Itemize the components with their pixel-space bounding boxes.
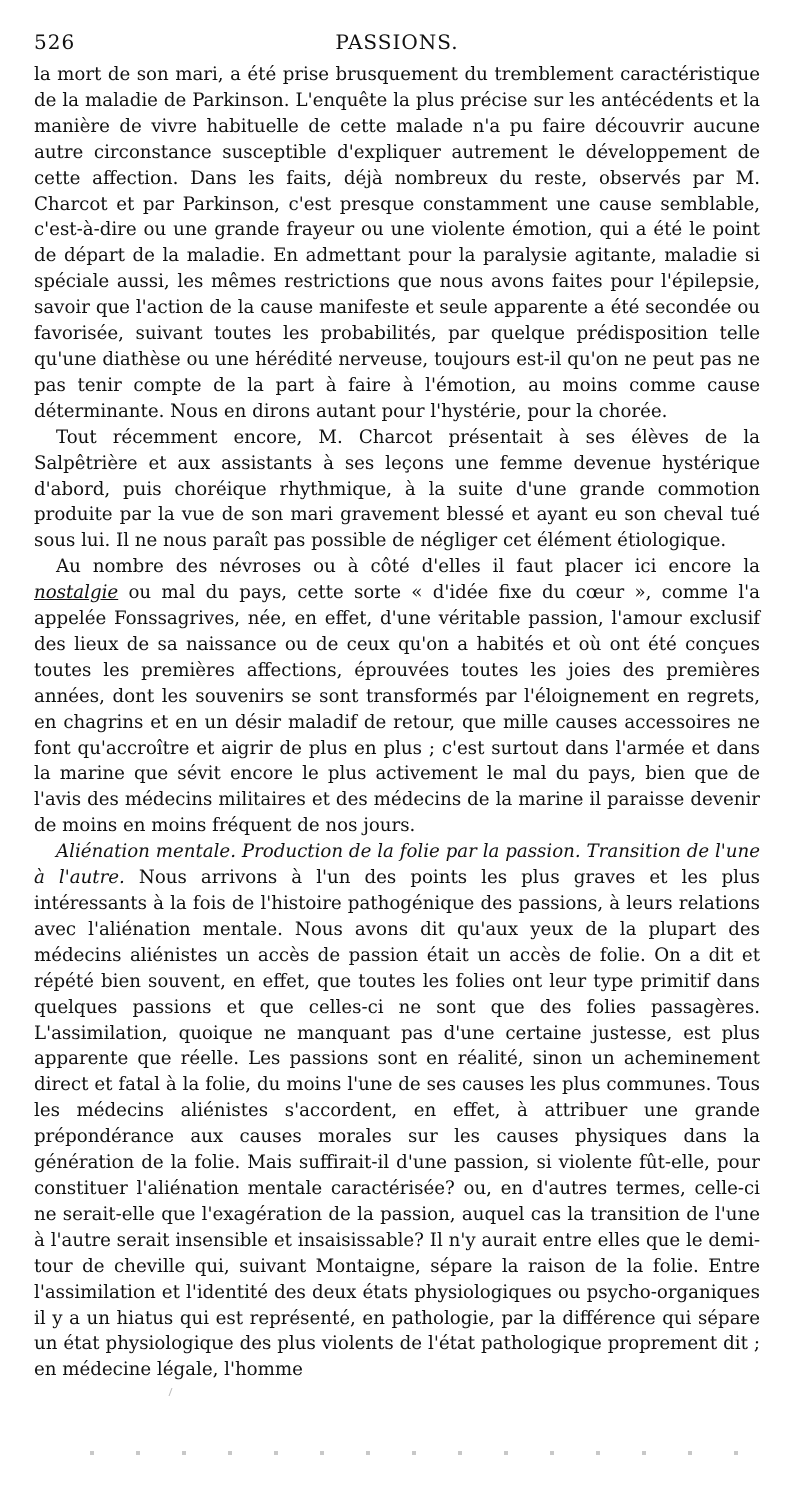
term-nostalgie: nostalgie (34, 582, 119, 604)
paragraph-text: Tout récemment encore, M. Charcot présentait à ses élèves de la Salpêtrière et aux assistants à ses leçons une femme devenue hystérique d'abord, puis choréique rhythmique, à la suite d'une grande commotion produite par la vue de son mari gravement blessé et ayant eu son cheval tué sous lui. Il ne nous paraît pas possible de négliger cet élément étiologique. (34, 426, 760, 552)
paragraph-text: Au nombre des névroses ou à côté d'elles il faut placer ici encore la (56, 556, 760, 578)
running-head (34, 30, 760, 58)
paragraph-text: Nous arrivons à l'un des points les plus graves et les plus intéressants à la fois de l'histoire pathogénique des passions, à leurs relations avec l'aliénation mentale. Nous avons dit qu'aux yeux de la plupart des médecins aliénistes un accès de passion était un accès de folie. On a dit et répété bien souvent, en effet, que toutes les folies ont leur type primitif dans quelques passions et que celles-ci ne sont que des folies passagères. L'assimilation, quoique ne manquant pas d'une certaine justesse, est plus apparente que réelle. Les passions sont en réalité, sinon un acheminement direct et fatal à la folie, du moins l'une de ses causes les plus communes. Tous les médecins aliénistes s'accordent, en effet, à attribuer une grande prépondérance aux causes morales sur les causes physiques dans la génération de la folie. Mais suffirait-il d'une passion, si violente fût-elle, pour constituer l'aliénation mentale caractérisée? ou, en d'autres termes, celle-ci ne serait-elle que l'exagération de la passion, auquel cas la transition de l'une à l'autre serait insensible et insaisissable? Il n'y aurait entre elles que le demi-tour de cheville qui, suivant Montaigne, sépare la raison de la folie. Entre l'assimilation et l'identité des deux états physiologiques ou psycho-organiques il y a un hiatus qui est représenté, en pathologie, par la différence qui sépare un état physiologique des plus violents de l'état pathologique proprement dit ; en médecine légale, l'homme (34, 867, 760, 1381)
paragraph-alienation (34, 839, 760, 1383)
paragraph-parkinson (34, 62, 760, 425)
running-title: PASSIONS. (335, 30, 459, 54)
page-number: 526 (34, 30, 76, 54)
section-heading-alienation: Aliénation mentale. Production de la folie par la passion. Transition de l'une à l'autre. (34, 841, 760, 889)
paragraph-text: ou mal du pays, cette sorte « d'idée fixe du cœur », comme l'a appelée Fonssagrives, née, en effet, d'une véritable passion, l'amour exclusif des lieux de sa naissance ou de ceux qu'on a habités et où ont été conçues toutes les premières affections, éprouvées toutes les joies des premières années, dont les souvenirs se sont transformés par l'éloignement en regrets, en chagrins et en un désir maladif de retour, que mille causes accessoires ne font qu'accroître et aigrir de plus en plus ; c'est surtout dans l'armée et dans la marine que sévit encore le plus activement le mal du pays, bien que de l'avis des médecins militaires et des médecins de la marine il paraisse devenir de moins en moins fréquent de nos jours. (34, 582, 760, 837)
paragraph-charcot (34, 425, 760, 555)
paragraph-nostalgie (34, 554, 760, 839)
text-column (34, 62, 760, 1383)
paragraph-text: la mort de son mari, a été prise brusquement du tremblement caractéristique de la maladie de Parkinson. L'enquête la plus précise sur les antécédents et la manière de vivre habituelle de cette malade n'a pu faire découvrir aucune autre circonstance susceptible d'expliquer autrement le développement de cette affection. Dans les faits, déjà nombreux du reste, observés par M. Charcot et par Parkinson, c'est presque constamment une cause semblable, c'est-à-dire ou une grande frayeur ou une violente émotion, qui a été le point de départ de la maladie. En admettant pour la paralysie agitante, maladie si spéciale aussi, les mêmes restrictions que nous avons faites pour l'épilepsie, savoir que l'action de la cause manifeste et seule apparente a été secondée ou favorisée, suivant toutes les probabilités, par quelque prédisposition telle qu'une diathèse ou une hérédité nerveuse, toujours est-il qu'on ne peut pas ne pas tenir compte de la part à faire à l'émotion, au moins comme cause déterminante. Nous en dirons autant pour l'hystérie, pour la chorée. (34, 64, 760, 422)
scan-speck (169, 1388, 177, 1396)
scan-bottom-marks (90, 1451, 740, 1455)
